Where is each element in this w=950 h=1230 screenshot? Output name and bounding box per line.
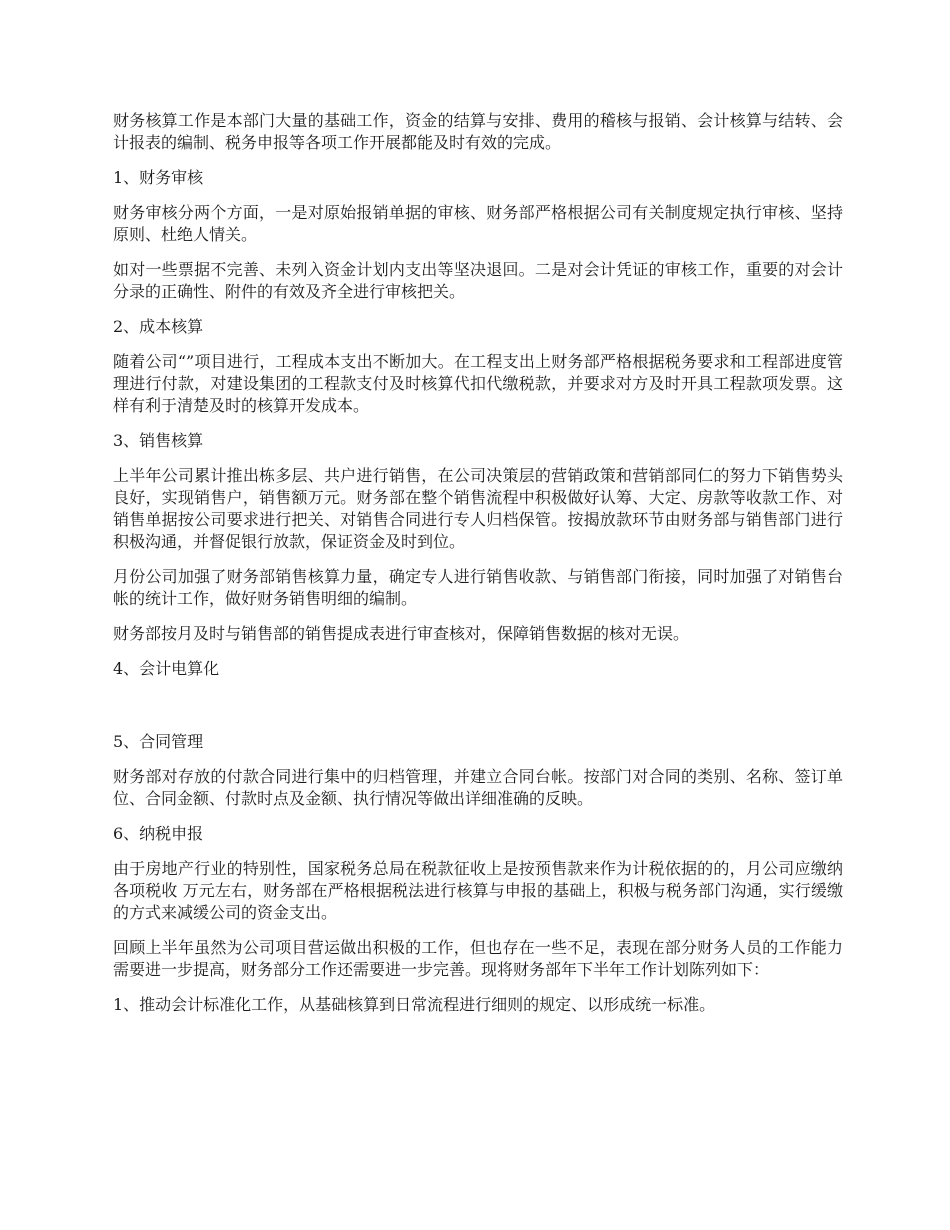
section-heading-tax-filing: 6、纳税申报 [113, 824, 204, 843]
plan-item: 1、推动会计标准化工作，从基础核算到日常流程进行细则的规定、以形成统一标准。 [113, 995, 716, 1014]
paragraph: 月份公司加强了财务部销售核算力量，确定专人进行销售收款、与销售部门衔接，同时加强了对销售台帐的统计工作，做好财务销售明细的编制。 [113, 567, 843, 608]
section-heading-sales-accounting: 3、销售核算 [113, 431, 204, 450]
intro-paragraph: 财务核算工作是本部门大量的基础工作，资金的结算与安排、费用的稽核与报销、会计核算与结转、会计报表的编制、税务申报等各项工作开展都能及时有效的完成。 [113, 111, 843, 152]
paragraph: 财务部按月及时与销售部的销售提成表进行审查核对，保障销售数据的核对无误。 [113, 624, 690, 643]
section-heading-cost-accounting: 2、成本核算 [113, 317, 204, 336]
paragraph: 回顾上半年虽然为公司项目营运做出积极的工作，但也存在一些不足，表现在部分财务人员的工作能力需要进一步提高，财务部分工作还需要进一步完善。现将财务部年下半年工作计划陈列如下： [113, 938, 843, 979]
section-heading-financial-audit: 1、财务审核 [113, 168, 204, 187]
paragraph: 由于房地产行业的特别性，国家税务总局在税款征收上是按预售款来作为计税依据的的，月公司应缴纳各项税收 万元左右，财务部在严格根据税法进行核算与申报的基础上，积极与税务部门沟通，实行缓缴的方式来减缓公司的资金支出。 [113, 859, 843, 922]
paragraph: 上半年公司累计推出栋多层、共户进行销售，在公司决策层的营销政策和营销部同仁的努力下销售势头良好，实现销售户，销售额万元。财务部在整个销售流程中积极做好认筹、大定、房款等收款工作、对销售单据按公司要求进行把关、对销售合同进行专人归档保管。按揭放款环节由财务部与销售部门进行积极沟通，并督促银行放款，保证资金及时到位。 [113, 466, 843, 551]
paragraph: 随着公司“”项目进行，工程成本支出不断加大。在工程支出上财务部严格根据税务要求和工程部进度管理进行付款，对建设集团的工程款支付及时核算代扣代缴税款，并要求对方及时开具工程款项发票。这样有利于清楚及时的核算开发成本。 [113, 352, 843, 415]
document-body [113, 110, 843, 1029]
section-heading-contract-management: 5、合同管理 [113, 732, 204, 751]
paragraph: 财务部对存放的付款合同进行集中的归档管理，并建立合同台帐。按部门对合同的类别、名称、签订单位、合同金额、付款时点及金额、执行情况等做出详细准确的反映。 [113, 767, 843, 808]
paragraph: 财务审核分两个方面，一是对原始报销单据的审核、财务部严格根据公司有关制度规定执行审核、坚持原则、杜绝人情关。 [113, 203, 843, 244]
blank-space [113, 693, 843, 731]
paragraph: 如对一些票据不完善、未列入资金计划内支出等坚决退回。二是对会计凭证的审核工作，重要的对会计分录的正确性、附件的有效及齐全进行审核把关。 [113, 260, 843, 301]
section-heading-computerized-accounting: 4、会计电算化 [113, 659, 220, 678]
